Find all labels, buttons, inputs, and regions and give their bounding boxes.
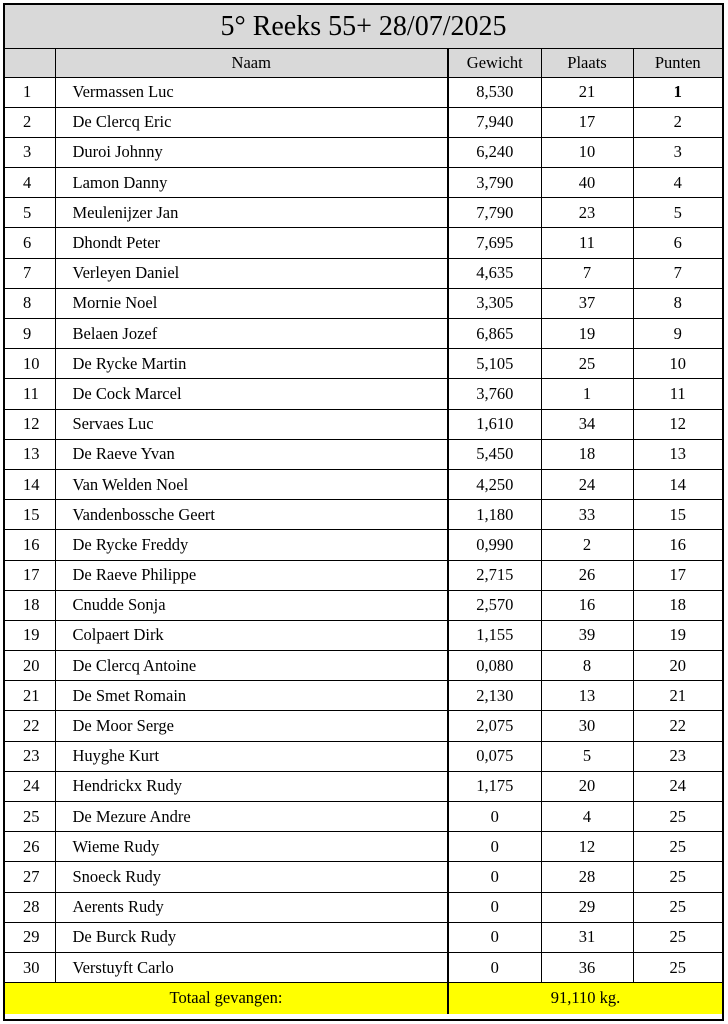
name-cell: Cnudde Sonja (55, 590, 448, 620)
name-cell: Colpaert Dirk (55, 620, 448, 650)
rank-cell: 23 (5, 741, 55, 771)
place-cell: 4 (541, 802, 633, 832)
rank-cell: 19 (5, 620, 55, 650)
rank-cell: 18 (5, 590, 55, 620)
points-cell: 4 (633, 168, 722, 198)
weight-cell: 7,790 (448, 198, 541, 228)
place-cell: 20 (541, 771, 633, 801)
name-cell: Vermassen Luc (55, 77, 448, 107)
place-cell: 11 (541, 228, 633, 258)
weight-cell: 0,075 (448, 741, 541, 771)
name-cell: Lamon Danny (55, 168, 448, 198)
weight-cell: 6,240 (448, 137, 541, 167)
table-row (5, 620, 722, 650)
place-cell: 7 (541, 258, 633, 288)
points-cell: 14 (633, 469, 722, 499)
points-cell: 6 (633, 228, 722, 258)
weight-cell: 5,105 (448, 349, 541, 379)
place-cell: 37 (541, 288, 633, 318)
rank-cell: 9 (5, 319, 55, 349)
points-cell: 19 (633, 620, 722, 650)
rank-cell: 21 (5, 681, 55, 711)
rank-cell: 10 (5, 349, 55, 379)
col-points-header: Punten (633, 49, 722, 77)
name-cell: Servaes Luc (55, 409, 448, 439)
col-place-header: Plaats (541, 49, 633, 77)
weight-cell: 0 (448, 862, 541, 892)
table-row (5, 77, 722, 107)
table-row (5, 168, 722, 198)
weight-cell: 4,250 (448, 469, 541, 499)
rank-cell: 29 (5, 922, 55, 952)
place-cell: 30 (541, 711, 633, 741)
weight-cell: 8,530 (448, 77, 541, 107)
place-cell: 33 (541, 500, 633, 530)
table-row (5, 802, 722, 832)
weight-cell: 0 (448, 922, 541, 952)
rank-cell: 7 (5, 258, 55, 288)
name-cell: De Burck Rudy (55, 922, 448, 952)
place-cell: 31 (541, 922, 633, 952)
name-cell: Hendrickx Rudy (55, 771, 448, 801)
weight-cell: 3,760 (448, 379, 541, 409)
points-cell: 25 (633, 862, 722, 892)
points-cell: 18 (633, 590, 722, 620)
weight-cell: 4,635 (448, 258, 541, 288)
rank-cell: 26 (5, 832, 55, 862)
rank-cell: 14 (5, 469, 55, 499)
table-body (5, 77, 722, 983)
weight-cell: 0 (448, 802, 541, 832)
rank-cell: 3 (5, 137, 55, 167)
rank-cell: 16 (5, 530, 55, 560)
rank-cell: 30 (5, 952, 55, 982)
table-row (5, 409, 722, 439)
table-row (5, 711, 722, 741)
place-cell: 19 (541, 319, 633, 349)
name-cell: Snoeck Rudy (55, 862, 448, 892)
rank-cell: 8 (5, 288, 55, 318)
rank-cell: 5 (5, 198, 55, 228)
name-cell: De Mezure Andre (55, 802, 448, 832)
page-title: 5° Reeks 55+ 28/07/2025 (5, 5, 722, 49)
rank-cell: 22 (5, 711, 55, 741)
points-cell: 25 (633, 832, 722, 862)
weight-cell: 6,865 (448, 319, 541, 349)
points-cell: 13 (633, 439, 722, 469)
points-cell: 25 (633, 922, 722, 952)
place-cell: 2 (541, 530, 633, 560)
place-cell: 39 (541, 620, 633, 650)
points-cell: 10 (633, 349, 722, 379)
table-row (5, 771, 722, 801)
name-cell: Meulenijzer Jan (55, 198, 448, 228)
rank-cell: 25 (5, 802, 55, 832)
points-cell: 1 (633, 77, 722, 107)
rank-cell: 15 (5, 500, 55, 530)
name-cell: De Raeve Philippe (55, 560, 448, 590)
points-cell: 17 (633, 560, 722, 590)
table-row (5, 288, 722, 318)
points-cell: 21 (633, 681, 722, 711)
rank-cell: 12 (5, 409, 55, 439)
weight-cell: 0 (448, 952, 541, 982)
place-cell: 23 (541, 198, 633, 228)
table-row (5, 832, 722, 862)
points-cell: 23 (633, 741, 722, 771)
points-cell: 24 (633, 771, 722, 801)
rank-cell: 1 (5, 77, 55, 107)
place-cell: 18 (541, 439, 633, 469)
points-cell: 12 (633, 409, 722, 439)
points-cell: 15 (633, 500, 722, 530)
name-cell: De Rycke Freddy (55, 530, 448, 560)
weight-cell: 2,130 (448, 681, 541, 711)
table-row (5, 107, 722, 137)
rank-cell: 27 (5, 862, 55, 892)
place-cell: 1 (541, 379, 633, 409)
table-row (5, 137, 722, 167)
name-cell: Wieme Rudy (55, 832, 448, 862)
table-row (5, 349, 722, 379)
col-rank-header (5, 49, 55, 77)
place-cell: 5 (541, 741, 633, 771)
total-row (5, 983, 722, 1014)
weight-cell: 3,790 (448, 168, 541, 198)
points-cell: 9 (633, 319, 722, 349)
rank-cell: 17 (5, 560, 55, 590)
place-cell: 34 (541, 409, 633, 439)
place-cell: 28 (541, 862, 633, 892)
place-cell: 16 (541, 590, 633, 620)
place-cell: 36 (541, 952, 633, 982)
col-name-header: Naam (55, 49, 448, 77)
table-row (5, 258, 722, 288)
weight-cell: 0 (448, 832, 541, 862)
table-row (5, 922, 722, 952)
name-cell: Verstuyft Carlo (55, 952, 448, 982)
total-label: Totaal gevangen: (5, 983, 448, 1014)
table-row (5, 590, 722, 620)
table-row (5, 681, 722, 711)
place-cell: 24 (541, 469, 633, 499)
place-cell: 40 (541, 168, 633, 198)
name-cell: Van Welden Noel (55, 469, 448, 499)
points-cell: 16 (633, 530, 722, 560)
points-cell: 2 (633, 107, 722, 137)
col-weight-header: Gewicht (448, 49, 541, 77)
table-row (5, 862, 722, 892)
rank-cell: 11 (5, 379, 55, 409)
place-cell: 12 (541, 832, 633, 862)
name-cell: De Rycke Martin (55, 349, 448, 379)
name-cell: Belaen Jozef (55, 319, 448, 349)
rank-cell: 4 (5, 168, 55, 198)
place-cell: 13 (541, 681, 633, 711)
name-cell: Duroi Johnny (55, 137, 448, 167)
place-cell: 29 (541, 892, 633, 922)
name-cell: Huyghe Kurt (55, 741, 448, 771)
place-cell: 21 (541, 77, 633, 107)
points-cell: 25 (633, 892, 722, 922)
table-row (5, 228, 722, 258)
place-cell: 17 (541, 107, 633, 137)
results-table (5, 49, 722, 1014)
place-cell: 25 (541, 349, 633, 379)
rank-cell: 24 (5, 771, 55, 801)
rank-cell: 13 (5, 439, 55, 469)
points-cell: 25 (633, 802, 722, 832)
points-cell: 25 (633, 952, 722, 982)
points-cell: 7 (633, 258, 722, 288)
name-cell: De Cock Marcel (55, 379, 448, 409)
points-cell: 22 (633, 711, 722, 741)
place-cell: 10 (541, 137, 633, 167)
rank-cell: 2 (5, 107, 55, 137)
weight-cell: 1,180 (448, 500, 541, 530)
rank-cell: 6 (5, 228, 55, 258)
rank-cell: 20 (5, 651, 55, 681)
name-cell: De Raeve Yvan (55, 439, 448, 469)
place-cell: 26 (541, 560, 633, 590)
weight-cell: 1,175 (448, 771, 541, 801)
weight-cell: 2,715 (448, 560, 541, 590)
name-cell: Aerents Rudy (55, 892, 448, 922)
weight-cell: 5,450 (448, 439, 541, 469)
table-row (5, 530, 722, 560)
name-cell: De Clercq Antoine (55, 651, 448, 681)
points-cell: 20 (633, 651, 722, 681)
table-row (5, 560, 722, 590)
weight-cell: 2,075 (448, 711, 541, 741)
table-row (5, 319, 722, 349)
table-row (5, 651, 722, 681)
table-row (5, 379, 722, 409)
weight-cell: 3,305 (448, 288, 541, 318)
name-cell: De Smet Romain (55, 681, 448, 711)
weight-cell: 0 (448, 892, 541, 922)
name-cell: Verleyen Daniel (55, 258, 448, 288)
points-cell: 8 (633, 288, 722, 318)
name-cell: Dhondt Peter (55, 228, 448, 258)
results-sheet (3, 3, 724, 1021)
points-cell: 3 (633, 137, 722, 167)
weight-cell: 7,940 (448, 107, 541, 137)
place-cell: 8 (541, 651, 633, 681)
name-cell: Vandenbossche Geert (55, 500, 448, 530)
table-row (5, 198, 722, 228)
weight-cell: 2,570 (448, 590, 541, 620)
weight-cell: 0,080 (448, 651, 541, 681)
name-cell: De Clercq Eric (55, 107, 448, 137)
points-cell: 5 (633, 198, 722, 228)
table-row (5, 952, 722, 982)
weight-cell: 1,155 (448, 620, 541, 650)
weight-cell: 7,695 (448, 228, 541, 258)
name-cell: De Moor Serge (55, 711, 448, 741)
table-row (5, 439, 722, 469)
total-value: 91,110 kg. (448, 983, 722, 1014)
rank-cell: 28 (5, 892, 55, 922)
header-row (5, 49, 722, 77)
table-row (5, 500, 722, 530)
name-cell: Mornie Noel (55, 288, 448, 318)
table-row (5, 469, 722, 499)
weight-cell: 1,610 (448, 409, 541, 439)
table-row (5, 892, 722, 922)
weight-cell: 0,990 (448, 530, 541, 560)
table-row (5, 741, 722, 771)
points-cell: 11 (633, 379, 722, 409)
